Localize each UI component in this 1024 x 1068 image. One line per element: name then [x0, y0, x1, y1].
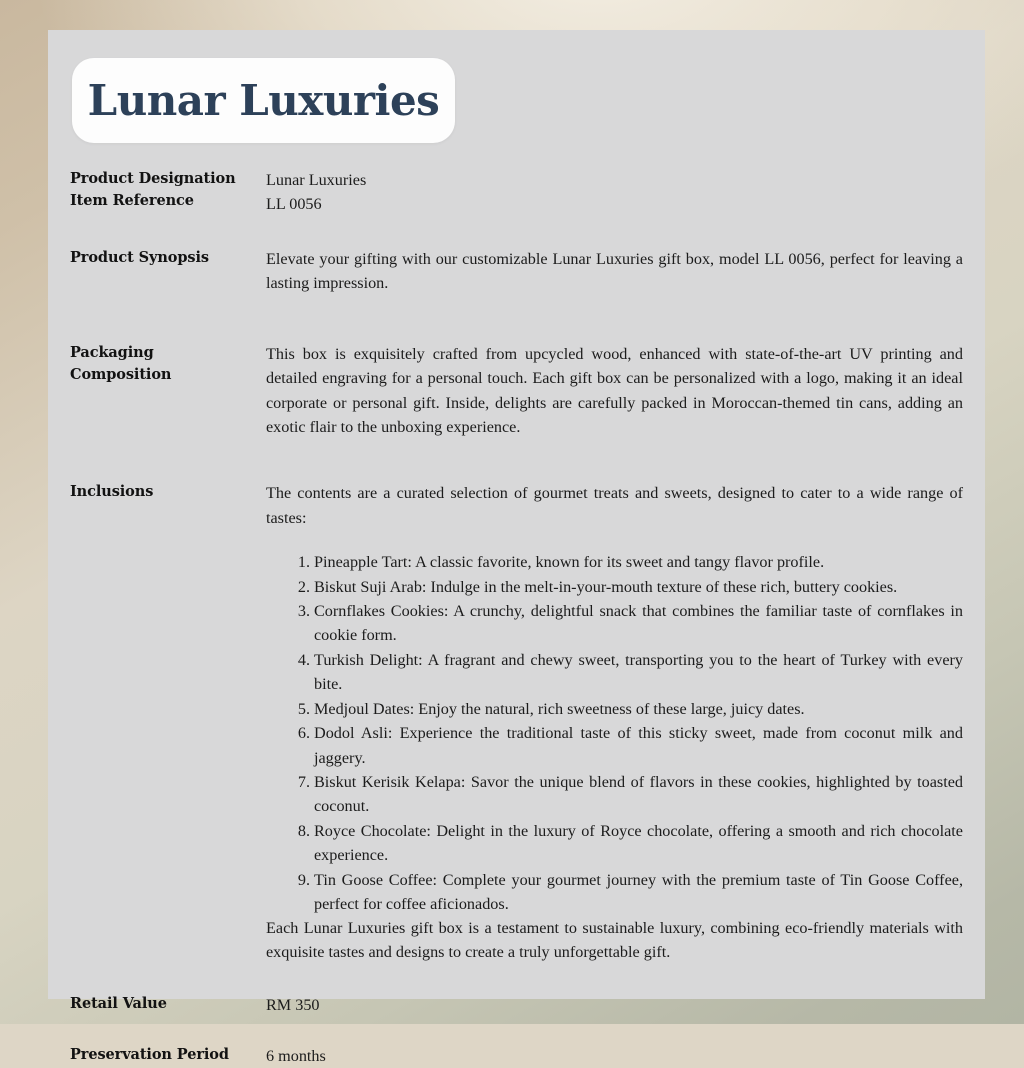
inclusion-item: Pineapple Tart: A classic favorite, known for its sweet and tangy flavor profile. — [314, 552, 825, 571]
row-preservation-period — [70, 1044, 963, 1068]
label-product-synopsis — [70, 247, 266, 269]
value-retail-value — [266, 993, 963, 1017]
value-synopsis — [266, 247, 963, 296]
product-spec-sheet — [48, 30, 985, 1065]
inclusion-item: Medjoul Dates: Enjoy the natural, rich sweetness of these large, juicy dates. — [314, 699, 805, 718]
inclusion-item: Turkish Delight: A fragrant and chewy sweet, transporting you to the heart of Turkey with every bite. — [314, 651, 963, 694]
spec-body — [70, 168, 963, 1068]
inclusions-list-wrap — [266, 550, 963, 916]
value-preservation-period — [266, 1044, 963, 1068]
row-designation — [70, 168, 963, 217]
label-preservation-period — [70, 1044, 266, 1066]
inclusion-item: Cornflakes Cookies: A crunchy, delightful snack that combines the familiar taste of cornflakes in cookie form. — [314, 602, 963, 645]
label-preservation-period-text: Preservation Period — [70, 1045, 229, 1063]
retail-value-amount: RM 350 — [266, 995, 320, 1014]
inclusion-item: Royce Chocolate: Delight in the luxury of Royce chocolate, offering a smooth and rich chocolate experience. — [314, 822, 963, 865]
title-plate — [72, 58, 455, 143]
inclusion-item: Tin Goose Coffee: Complete your gourmet journey with the premium taste of Tin Goose Coffee, perfect for coffee aficionados. — [314, 870, 963, 913]
label-product-synopsis-text: Product Synopsis — [70, 248, 209, 266]
label-retail-value-text: Retail Value — [70, 994, 167, 1012]
label-composition: Composition — [70, 366, 172, 384]
label-inclusions-text: Inclusions — [70, 483, 154, 501]
inclusion-item: Biskut Kerisik Kelapa: Savor the unique blend of flavors in these cookies, highlighted by toasted coconut. — [314, 773, 963, 816]
preservation-period-duration: 6 months — [266, 1046, 326, 1065]
row-retail-value — [70, 993, 963, 1017]
inclusion-item: Dodol Asli: Experience the traditional taste of this sticky sweet, made from coconut milk and jaggery. — [314, 724, 963, 767]
synopsis-paragraph: Elevate your gifting with our customizable Lunar Luxuries gift box, model LL 0056, perfect for leaving a lasting impression. — [266, 249, 963, 292]
label-item-reference: Item Reference — [70, 192, 194, 210]
inclusions-intro: The contents are a curated selection of gourmet treats and sweets, designed to cater to a wide range of tastes: — [266, 484, 963, 527]
row-synopsis — [70, 247, 963, 296]
value-packaging — [266, 342, 963, 439]
label-packaging: Packaging — [70, 344, 154, 362]
value-designation — [266, 168, 963, 217]
row-packaging — [70, 342, 963, 439]
value-product-designation: Lunar Luxuries — [266, 171, 367, 189]
label-retail-value — [70, 993, 266, 1015]
inclusions-list — [288, 550, 963, 916]
page-title: Lunar Luxuries — [87, 75, 440, 125]
label-designation — [70, 168, 266, 212]
inclusion-item: Biskut Suji Arab: Indulge in the melt-in-your-mouth texture of these rich, buttery cookies. — [314, 577, 898, 596]
inclusions-closing: Each Lunar Luxuries gift box is a testament to sustainable luxury, combining eco-friendly materials with exquisite tastes and designs to create a truly unforgettable gift. — [266, 919, 963, 962]
packaging-paragraph: This box is exquisitely crafted from upcycled wood, enhanced with state-of-the-art UV printing and detailed engraving for a personal touch. Each gift box can be personalized with a logo, making it an ideal corporate or personal gift. Inside, delights are carefully packed in Moroccan-themed tin cans, adding an exotic flair to the unboxing experience. — [266, 345, 963, 437]
value-item-reference: LL 0056 — [266, 195, 322, 214]
label-packaging-composition — [70, 342, 266, 386]
value-inclusions — [266, 481, 963, 964]
row-inclusions — [70, 481, 963, 964]
label-inclusions — [70, 481, 266, 503]
label-product-designation: Product Designation — [70, 170, 236, 187]
